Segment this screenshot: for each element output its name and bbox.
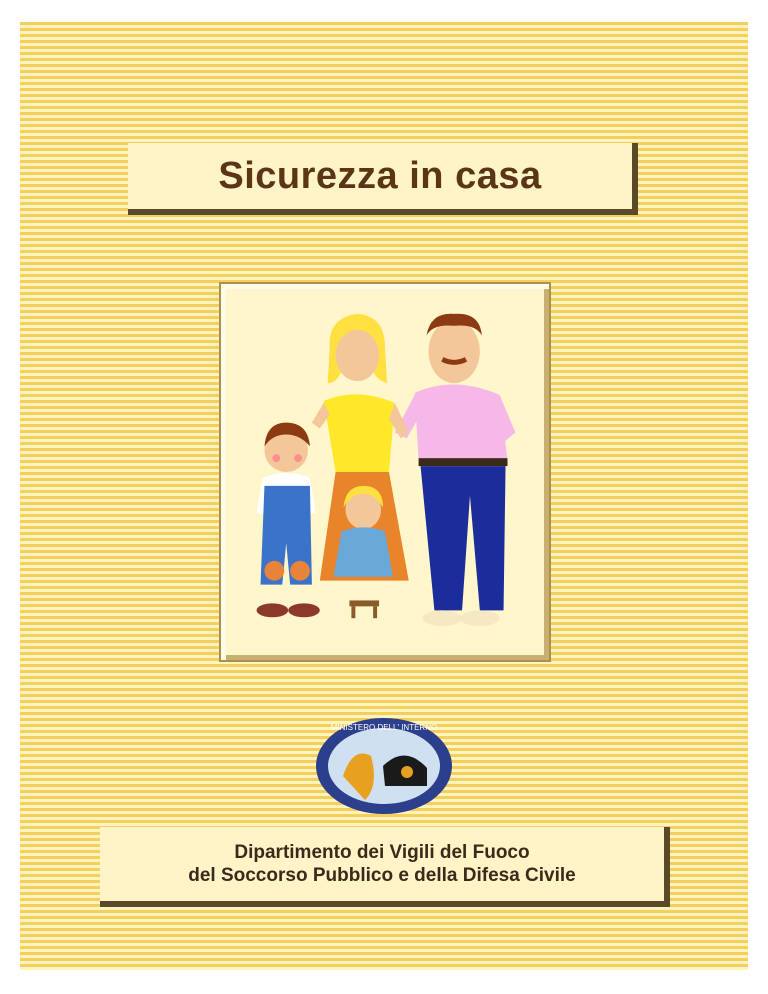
svg-text:MINISTERO DELL' INTERNO: MINISTERO DELL' INTERNO bbox=[330, 723, 438, 732]
title-box bbox=[128, 143, 638, 215]
family-illustration bbox=[221, 284, 549, 660]
department-line-1: Dipartimento dei Vigili del Fuoco bbox=[234, 842, 530, 863]
family-illustration-frame bbox=[219, 282, 551, 662]
footer-box bbox=[100, 827, 670, 907]
page-title: Sicurezza in casa bbox=[218, 154, 542, 197]
father-figure bbox=[395, 314, 516, 626]
department-line-2: del Soccorso Pubblico e della Difesa Civile bbox=[188, 865, 576, 886]
ministry-emblem bbox=[313, 716, 455, 816]
boy-figure bbox=[257, 423, 320, 618]
